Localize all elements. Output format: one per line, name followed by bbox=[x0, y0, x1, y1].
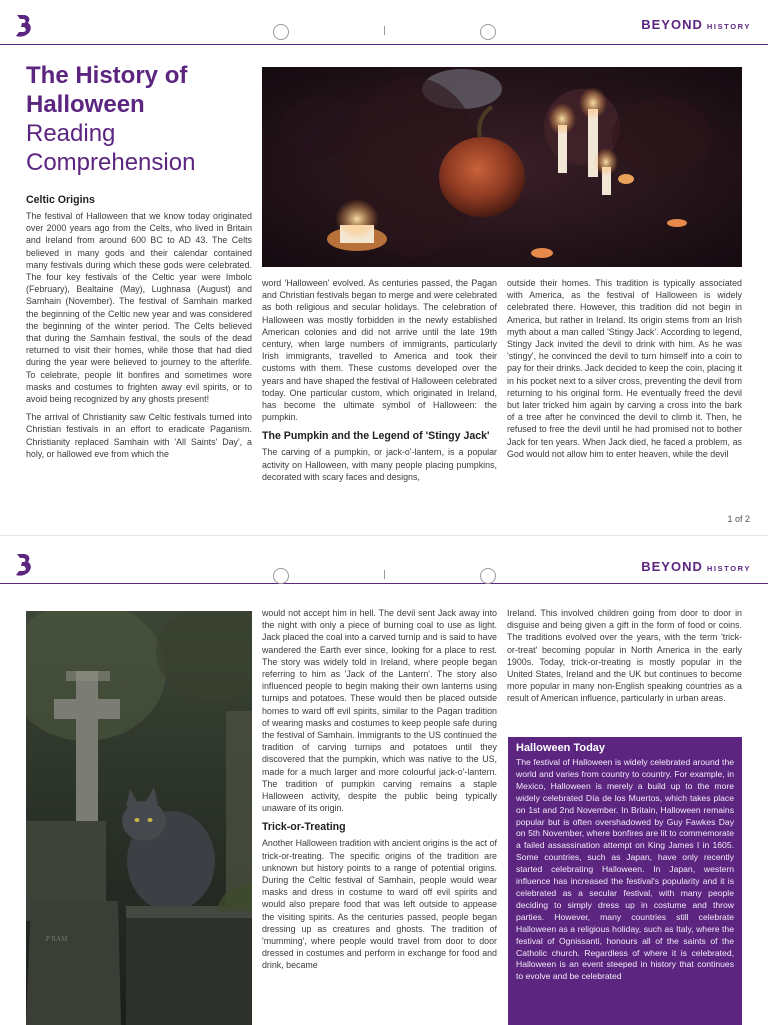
text-column-2 bbox=[262, 277, 497, 503]
center-tick bbox=[384, 26, 385, 35]
page-number: 1 of 2 bbox=[727, 514, 750, 524]
beyond-history-logo-icon bbox=[14, 553, 34, 577]
beyond-history-logo-icon bbox=[14, 14, 34, 38]
paragraph: word 'Halloween' evolved. As centuries passed, the Pagan and Christian festivals began to merge and were celebrated as both religious and secular holidays. The celebration of Halloween was mostly forbidden in the newly established American colonies and did not arrive until the late 19th century, when large numbers of immigrants, particularly Irish immigrants, travelled to America and took their customs with them. These customs developed over the years and have shaped the festival of Halloween celebrated today. One particular custom, which originated in Ireland, has become the ultimate symbol of Halloween: the pumpkin. bbox=[262, 278, 497, 423]
paragraph: The carving of a pumpkin, or jack-o'-lantern, is a popular activity on Halloween, with many people placing pumpkins, decorated with scary faces and designs, bbox=[262, 447, 497, 482]
brand-wordmark bbox=[641, 16, 751, 34]
brand-wordmark bbox=[641, 558, 751, 576]
svg-text:P RAM: P RAM bbox=[46, 935, 68, 943]
section-heading-pumpkin: The Pumpkin and the Legend of 'Stingy Jack' bbox=[262, 430, 490, 443]
text-column-1 bbox=[26, 191, 252, 503]
text-column-3 bbox=[507, 607, 742, 733]
text-column-3 bbox=[507, 277, 742, 503]
box-body: The festival of Halloween is widely celebrated around the world and varies from country to country. For example, in Mexico, Halloween is merely a build up to the more widely celebrated Día de los Muertos, which takes place on 1st and 2nd November. In Britain, Halloween remains popular but is often overshadowed by Guy Fawkes Day on 5th November, where bonfires are lit to commemorate a failed assassination attempt on King James I in 1605. Some countries, such as Japan, have only recently started celebrating Halloween. In Japan, western influence has increased the festival's popularity and it is celebrated as a secular festival, with many people deciding to simply dress up in costume and throw parties. However, many countries still celebrate Halloween as a religious holiday, such as Italy, where the festival of Ognissanti, honours all of the saints of the Catholic church. Regardless of where it is celebrated, Halloween is an event steeped in history that continues to evolve and be celebrated bbox=[516, 757, 734, 982]
page-two bbox=[0, 535, 768, 1025]
box-heading: Halloween Today bbox=[516, 742, 606, 754]
page-title: The History of Halloween bbox=[26, 62, 188, 118]
brand-main-text: BEYOND bbox=[641, 559, 703, 574]
paragraph: The arrival of Christianity saw Celtic festivals turned into Christian festivals in an effort to eradicate Paganism. Christianity replaced Samhain with 'All Saints' Day', a holy, or hallowed eve from which the bbox=[26, 412, 252, 459]
section-heading-celtic-origins: Celtic Origins bbox=[26, 194, 95, 206]
paragraph: Another Halloween tradition with ancient origins is the act of trick-or-treating. The specific origins of the tradition are unknown but history points to a range of potential origins. During the Celtic festival of Samhain, people would wear masks and dress in costume to ward off evil spirits and would also prepare food that was left outside to appease the visiting spirits. As the centuries passed, people began dressing up as creatures and ghosts. The tradition of 'mumming', where people would travel from door to door dressed in costumes and perform in exchange for food and drink, became bbox=[262, 838, 497, 971]
cat-graveyard-photo bbox=[26, 611, 252, 1025]
text-column-2 bbox=[262, 607, 497, 1025]
halloween-today-box bbox=[508, 737, 742, 1025]
binder-hole-icon bbox=[273, 24, 289, 40]
brand-main-text: BEYOND bbox=[641, 17, 703, 32]
brand-sub-text: HISTORY bbox=[706, 22, 751, 31]
binder-hole-icon bbox=[480, 24, 496, 40]
section-heading-trick-or-treating: Trick-or-Treating bbox=[262, 821, 346, 834]
page-subtitle: Reading Comprehension bbox=[26, 120, 196, 176]
paragraph: Ireland. This involved children going from door to door in disguise and being given a gift in the form of food or coins. The traditions evolved over the years, with the term 'trick-or-treat' becoming popular in North America in the early 1900s. Today, trick-or-treating is mostly popular in the United States, Ireland and the UK but continues to become more popular in many non-English speaking countries as a result of American influence, particularly in urban areas. bbox=[507, 608, 742, 704]
binder-hole-icon bbox=[480, 568, 496, 584]
paragraph: would not accept him in hell. The devil sent Jack away into the night with only a piece of burning coal to use as light. Jack placed the coal into a carved turnip and is said to have wandered the Earth ever since, looking for a place to rest. The story was widely told in Ireland, where people began referring to him as 'Jack of the Lantern'. The story also influenced people to begin making their own lanterns using turnips and potatoes. These would then be placed outside homes to ward off evil spirits, similar to the Pagan tradition of wearing masks and costumes to keep people safe during the festival of Samhain. Immigrants to the US continued the tradition of carving turnips and potatoes until they discovered that the pumpkin, which was native to the US, made for a much larger and more colourful jack-o'-lantern. The tradition of pumpkin carving remains a staple Halloween activity, despite the public being typically unaware of its origin. bbox=[262, 608, 497, 814]
binder-hole-icon bbox=[273, 568, 289, 584]
header-rule bbox=[0, 44, 768, 45]
header-rule bbox=[0, 583, 768, 584]
brand-sub-text: HISTORY bbox=[706, 564, 751, 573]
paragraph: outside their homes. This tradition is typically associated with America, as the festival of Halloween is widely celebrated there. However, this tradition did not begin in America, but rather in Ireland. Its origin stems from an Irish myth about a man called 'Stingy Jack'. According to legend, Stingy Jack invited the devil to drink with him. As he was 'stingy', he convinced the devil to turn himself into a coin to pay for their drinks. Jack decided to keep the coin, placing it in his pocket next to a silver cross, preventing the devil from returning to his original form. He eventually freed the devil but later tricked him again by carving a cross into the bark of a tree after he convinced the devil to climb it. Then, he refused to free the devil until he had promised not to bother Jack for ten years. When Jack died, he faced a problem, as God would not allow him to enter heaven, while the devil bbox=[507, 278, 742, 459]
halloween-candles-photo bbox=[262, 67, 742, 267]
center-tick bbox=[384, 570, 385, 579]
paragraph: The festival of Halloween that we know today originated over 2000 years ago from the Celts, who lived in Britain and Ireland from around 600 BC to AD 43. The Celts believed in many gods and their calendar contained many festivals during which these gods were celebrated. The four key festivals of the Celtic year were Imbolc (February), Bealtaine (May), Lughnasa (August) and Samhain (November). The festival of Samhain marked the beginning of the Celtic new year and was considered the beginning of the winter period. The Celts believed that during the Samhain festival, the souls of the dead returned to visit their homes, while those that had died during the year were believed to journey to the afterlife. To celebrate, people lit bonfires and sometimes wore masks and costumes to frighten away evil spirits, or to avoid being recognized by any ghosts present! bbox=[26, 211, 252, 405]
